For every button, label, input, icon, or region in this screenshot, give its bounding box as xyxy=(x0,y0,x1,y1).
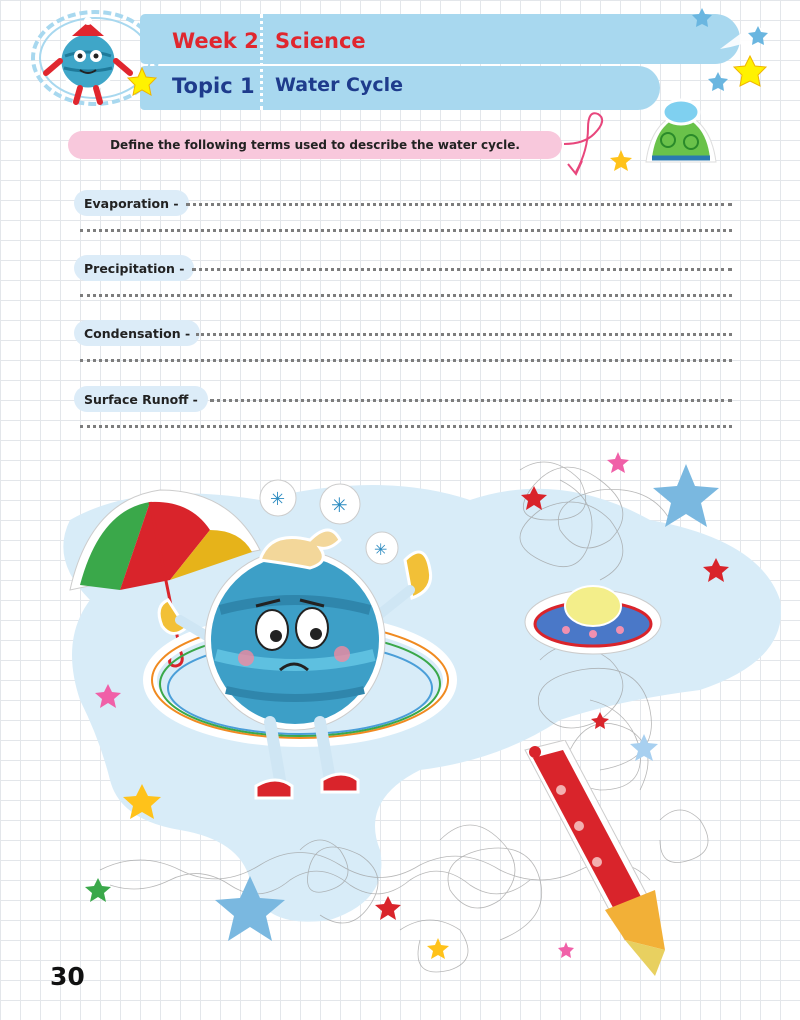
header-divider-horizontal xyxy=(160,64,460,66)
scattered-stars-decoration xyxy=(0,440,800,980)
answer-line[interactable] xyxy=(210,399,732,402)
svg-text:✳: ✳ xyxy=(270,489,286,510)
answer-line[interactable] xyxy=(80,229,732,232)
answer-line[interactable] xyxy=(186,203,732,206)
svg-text:✳: ✳ xyxy=(374,540,388,559)
week-label: Week 2 xyxy=(172,29,259,53)
instruction-banner: Define the following terms used to describe the water cycle. xyxy=(68,131,562,159)
answer-line[interactable] xyxy=(80,359,732,362)
svg-text:✳: ✳ xyxy=(331,493,348,517)
star-icon xyxy=(608,148,634,174)
answer-line[interactable] xyxy=(80,425,732,428)
term-condensation: Condensation - xyxy=(74,320,200,346)
answer-line[interactable] xyxy=(196,333,732,336)
term-surface-runoff: Surface Runoff - xyxy=(74,386,208,412)
page-number: 30 xyxy=(50,962,85,991)
planet-mascot-icon xyxy=(20,6,170,111)
topic-label: Topic 1 xyxy=(172,74,255,98)
topic-title: Water Cycle xyxy=(275,74,404,96)
term-evaporation: Evaporation - xyxy=(74,190,189,216)
term-precipitation: Precipitation - xyxy=(74,255,194,281)
answer-line[interactable] xyxy=(80,294,732,297)
header-divider-vertical xyxy=(260,14,263,110)
answer-line[interactable] xyxy=(192,268,732,271)
green-spaceship-icon xyxy=(636,92,726,172)
subject-label: Science xyxy=(275,29,366,53)
